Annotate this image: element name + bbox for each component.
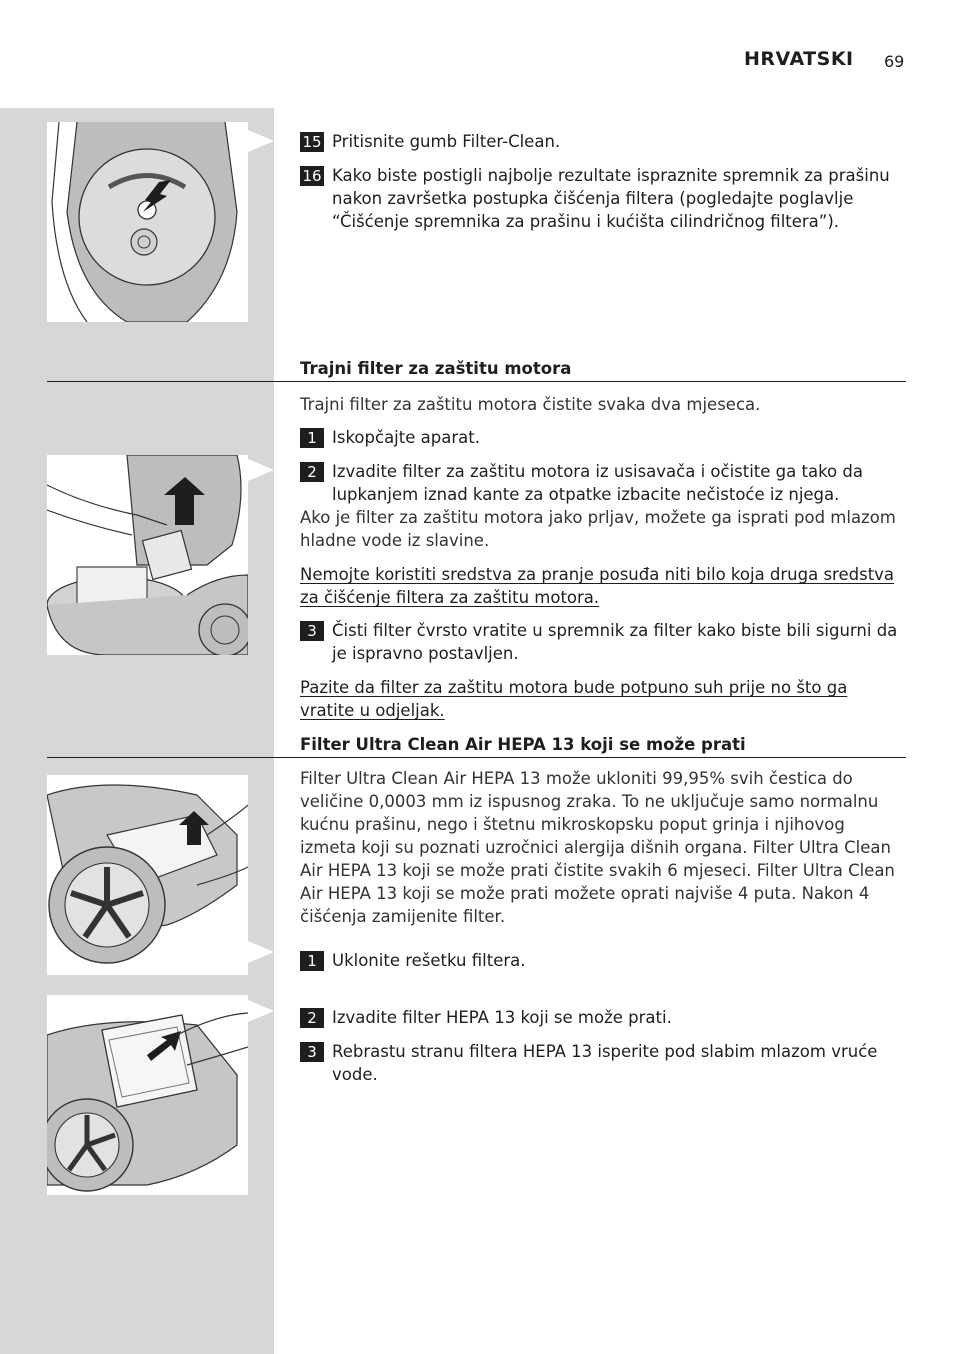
illustration-filter-clean-button	[47, 122, 248, 322]
step-2	[300, 460, 906, 506]
step-2	[300, 1006, 906, 1029]
step-1	[300, 949, 906, 972]
illustration-remove-hepa-filter	[47, 995, 248, 1195]
illustration-pointer	[248, 1000, 274, 1022]
section-rule	[47, 381, 906, 382]
section-heading-hepa-filter: Filter Ultra Clean Air HEPA 13 koji se može prati	[300, 735, 746, 754]
step-number: 1	[300, 428, 324, 448]
page-number: 69	[884, 52, 905, 71]
illustration-remove-filter-grille	[47, 775, 248, 975]
step-text: Izvadite filter za zaštitu motora iz usisavača i očistite ga tako da lupkanjem iznad kante za otpatke izbacite nečistoće iz njega.	[332, 462, 863, 504]
illustration-pointer	[248, 941, 274, 963]
step-text: Čisti filter čvrsto vratite u spremnik za filter kako biste bili sigurni da je ispravno postavljen.	[332, 621, 898, 663]
step-number: 2	[300, 462, 324, 482]
illustration-pointer	[248, 130, 274, 152]
section-rule	[47, 757, 906, 758]
section-intro: Filter Ultra Clean Air HEPA 13 može ukloniti 99,95% svih čestica do veličine 0,0003 mm iz ispusnog zraka. To ne uključuje samo normalnu kućnu prašinu, nego i štetnu mikroskopsku poput grinja i njihovog izmeta koji su poznati uzročnici alergija dišnih organa. Filter Ultra Clean Air HEPA 13 koji se može prati čistite svakih 6 mjeseci. Filter Ultra Clean Air HEPA 13 koji se može prati možete oprati najviše 4 puta. Nakon 4 čišćenja zamijenite filter.	[300, 769, 895, 926]
step-text: Pritisnite gumb Filter-Clean.	[332, 132, 561, 151]
step-text: Uklonite rešetku filtera.	[332, 951, 526, 970]
step-16	[300, 164, 906, 233]
note-text: Ako je filter za zaštitu motora jako prljav, možete ga isprati pod mlazom hladne vode iz slavine.	[300, 508, 896, 550]
step-text: Kako biste postigli najbolje rezultate ispraznite spremnik za prašinu nakon završetka postupka čišćenja filtera (pogledajte poglavlje “Čišćenje spremnika za prašinu i kućišta cilindričnog filtera”).	[332, 166, 890, 231]
step-number: 3	[300, 621, 324, 641]
step-number: 3	[300, 1042, 324, 1062]
step-15	[300, 130, 906, 153]
step-3	[300, 1040, 906, 1086]
warning-detergent: Nemojte koristiti sredstva za pranje posuđa niti bilo koja druga sredstva za čišćenje filtera za zaštitu motora.	[300, 565, 895, 607]
step-1	[300, 426, 906, 449]
illustration-remove-motor-filter	[47, 455, 248, 655]
section-heading-motor-filter: Trajni filter za zaštitu motora	[300, 359, 572, 378]
step-number: 1	[300, 951, 324, 971]
section-intro: Trajni filter za zaštitu motora čistite svaka dva mjeseca.	[300, 395, 761, 414]
step-number: 15	[300, 132, 324, 152]
step-number: 16	[300, 166, 324, 186]
warning-dry-filter: Pazite da filter za zaštitu motora bude potpuno suh prije no što ga vratite u odjeljak.	[300, 678, 848, 720]
header-language: HRVATSKI	[744, 48, 854, 70]
step-text: Rebrastu stranu filtera HEPA 13 isperite pod slabim mlazom vruće vode.	[332, 1042, 878, 1084]
step-text: Izvadite filter HEPA 13 koji se može prati.	[332, 1008, 672, 1027]
step-3	[300, 619, 906, 665]
step-number: 2	[300, 1008, 324, 1028]
step-text: Iskopčajte aparat.	[332, 428, 480, 447]
illustration-pointer	[248, 459, 274, 481]
